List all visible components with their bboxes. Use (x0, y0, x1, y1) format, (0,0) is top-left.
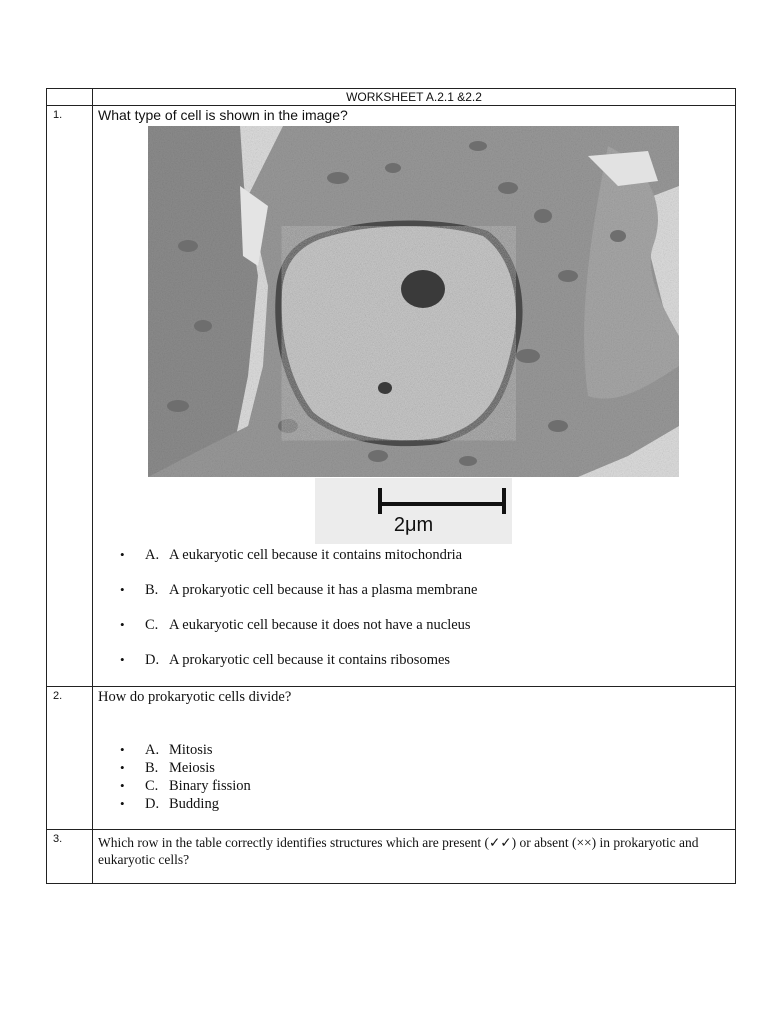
micrograph-figure (93, 126, 733, 546)
question-1-text: What type of cell is shown in the image? (98, 107, 348, 123)
worksheet-title: WORKSHEET A.2.1 &2.2 (93, 89, 736, 106)
question-1-row (47, 106, 736, 687)
option-b[interactable]: • B. A prokaryotic cell because it has a plasma membrane (93, 581, 735, 616)
question-number: 2. (47, 687, 93, 830)
question-3-cell (93, 830, 736, 884)
question-2-row (47, 687, 736, 830)
scale-bar-line (315, 478, 512, 514)
question-2-text: How do prokaryotic cells divide? (98, 689, 292, 705)
question-1-options (93, 546, 735, 686)
option-c[interactable]: • C. Binary fission (93, 777, 735, 795)
question-2-cell (93, 687, 736, 830)
worksheet-table (46, 88, 736, 884)
option-a[interactable]: • A. Mitosis (93, 741, 735, 759)
question-3-row (47, 830, 736, 884)
scale-bar-label: 2μm (393, 514, 434, 536)
option-d[interactable]: • D. A prokaryotic cell because it contains ribosomes (93, 651, 735, 686)
option-a[interactable]: • A. A eukaryotic cell because it contains mitochondria (93, 546, 735, 581)
option-d[interactable]: • D. Budding (93, 795, 735, 813)
question-2-options (93, 741, 735, 813)
question-number: 1. (47, 106, 93, 687)
option-b[interactable]: • B. Meiosis (93, 759, 735, 777)
question-number: 3. (47, 830, 93, 884)
scale-bar (315, 478, 512, 544)
question-3-text: Which row in the table correctly identifies structures which are present (✓✓) or absent (××) in prokaryotic and eukaryotic cells? (98, 835, 699, 867)
worksheet (46, 88, 734, 876)
header-empty-cell (47, 89, 93, 106)
header-row (47, 89, 736, 106)
option-c[interactable]: • C. A eukaryotic cell because it does not have a nucleus (93, 616, 735, 651)
electron-micrograph-image (148, 126, 679, 477)
question-1-cell (93, 106, 736, 687)
